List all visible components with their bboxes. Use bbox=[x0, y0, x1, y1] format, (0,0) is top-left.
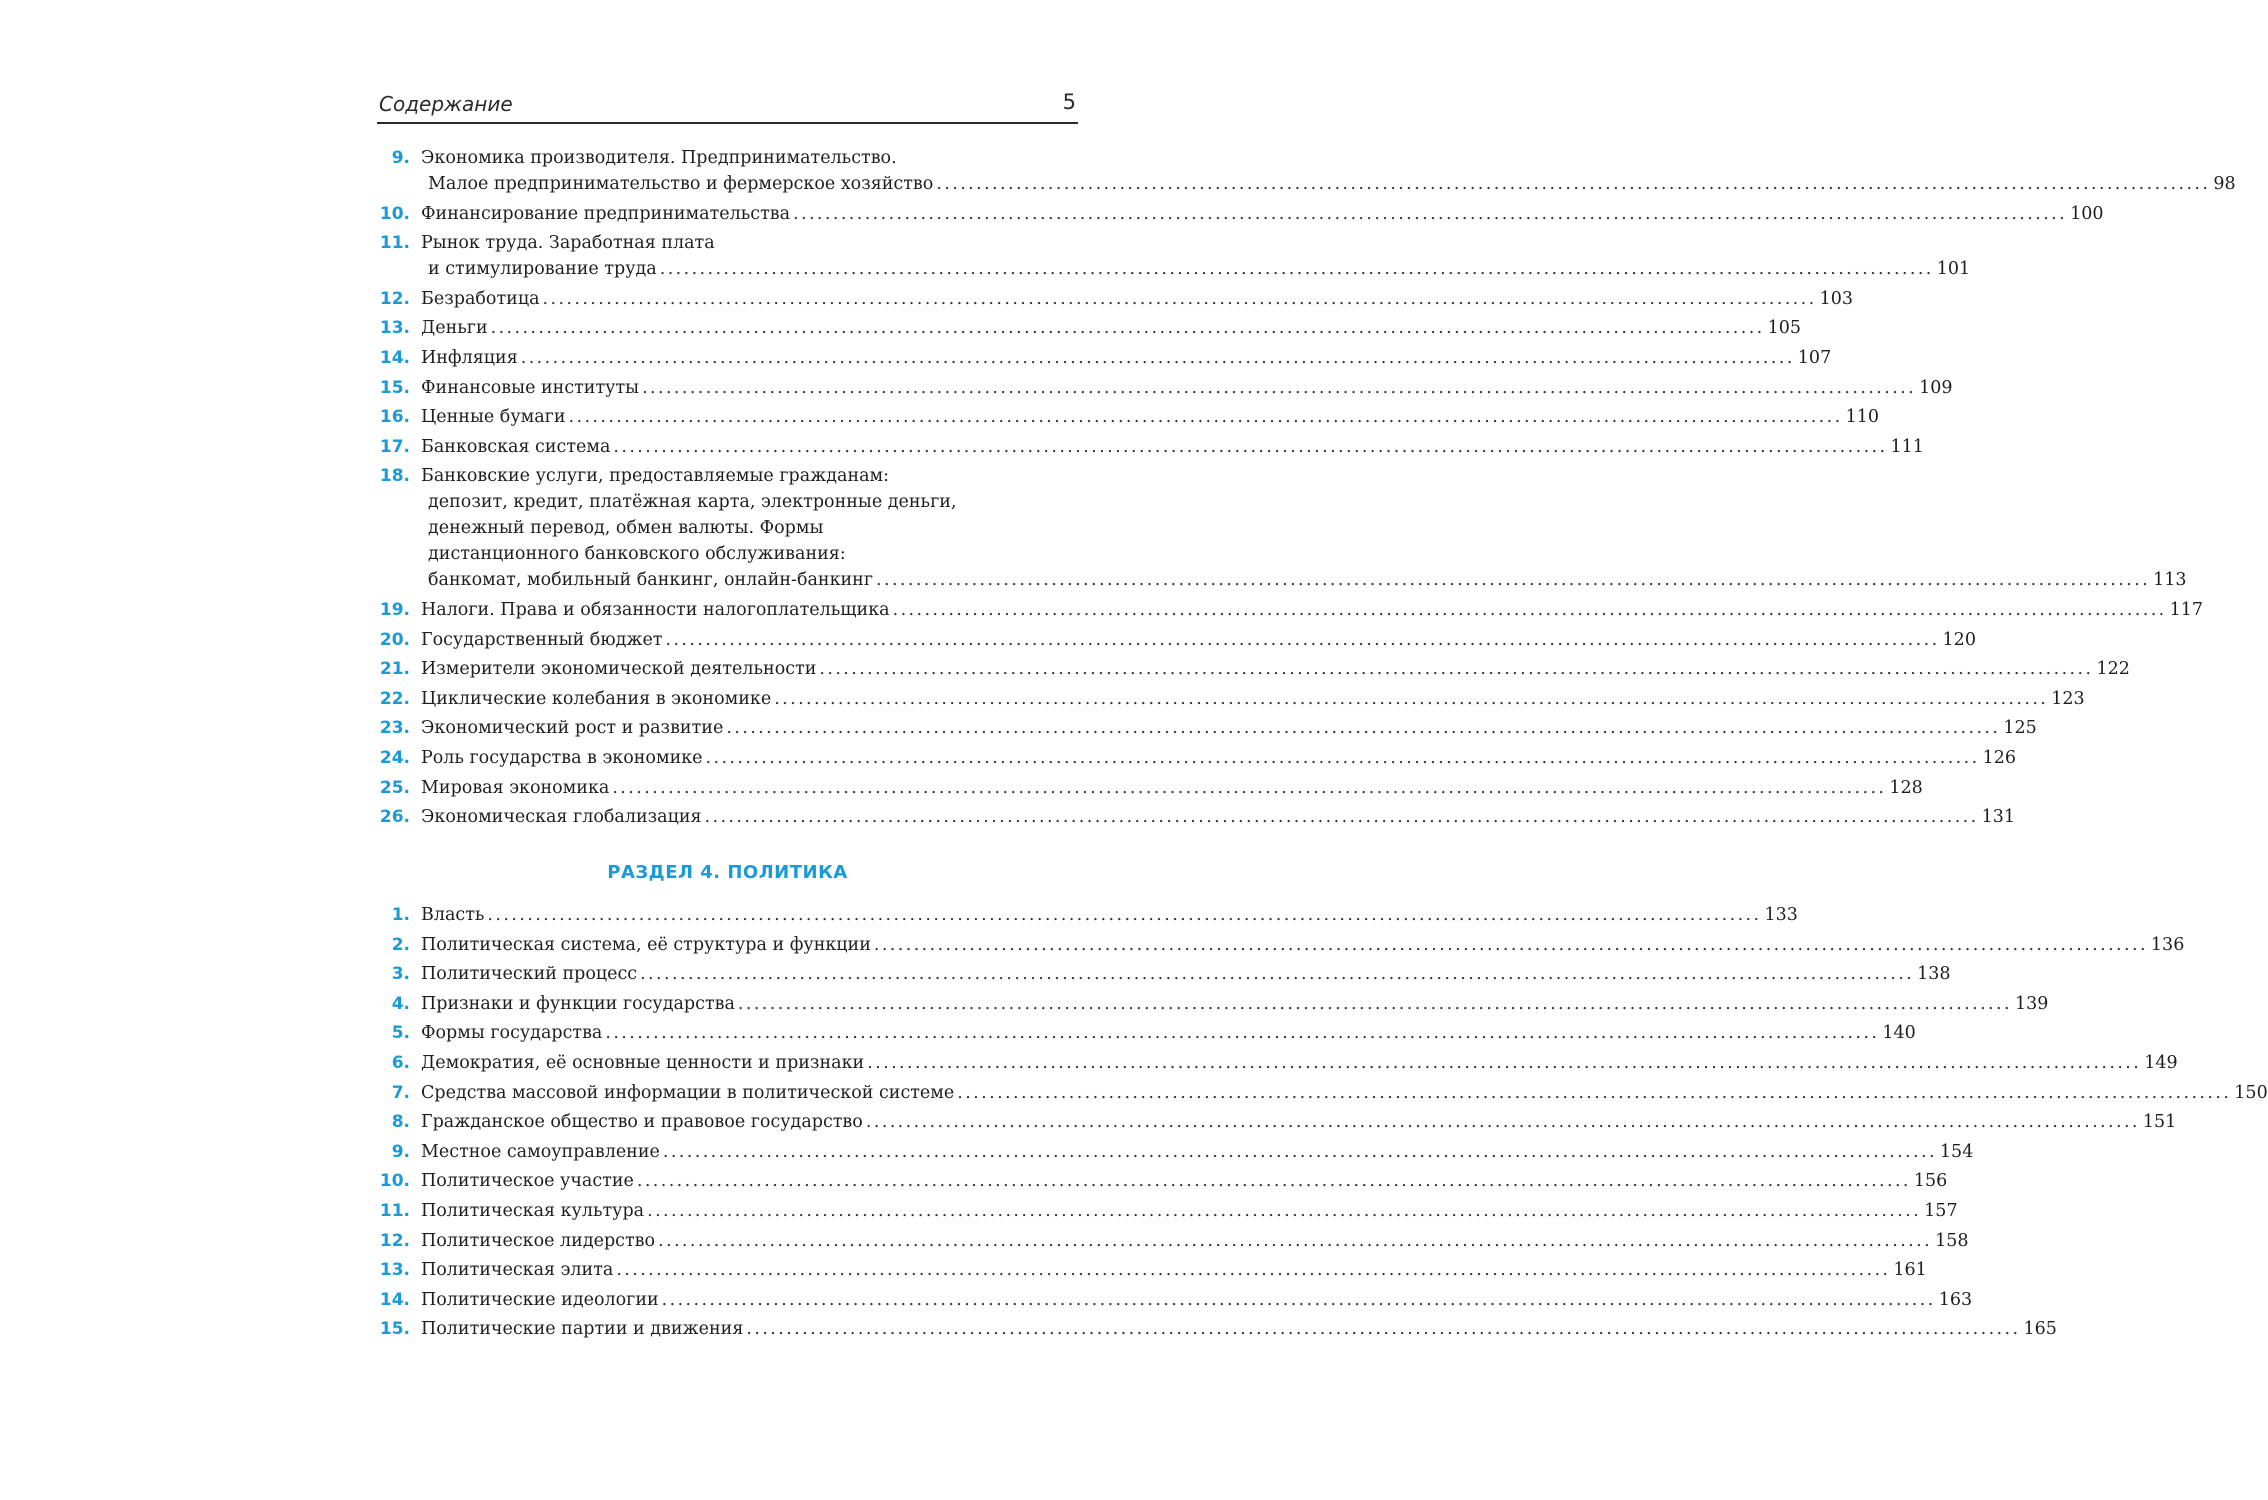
toc-entry-title: Безработица bbox=[421, 288, 540, 309]
toc-entry-number: 15. bbox=[379, 377, 410, 398]
toc-entry-page: 120 bbox=[1942, 629, 1976, 650]
toc-entry-title: Рынок труда. Заработная плата bbox=[421, 233, 715, 254]
toc-entry bbox=[377, 375, 1953, 401]
toc-entry bbox=[377, 286, 1853, 312]
toc-entry-page: 110 bbox=[1845, 407, 1879, 428]
toc-entry-line bbox=[421, 1109, 2177, 1135]
toc-entry-title: Формы государства bbox=[421, 1023, 603, 1044]
toc-entry bbox=[377, 230, 1971, 282]
toc-entry-page: 154 bbox=[1939, 1141, 1974, 1162]
toc-dot-leader: ................................................................................................................................................................ bbox=[636, 1171, 1911, 1192]
toc-entry-page: 109 bbox=[1919, 377, 1953, 398]
toc-entry-line bbox=[421, 541, 1078, 567]
toc-entry-line bbox=[421, 715, 2037, 741]
toc-entry-page: 98 bbox=[2213, 174, 2236, 194]
toc-entry bbox=[377, 1198, 1958, 1224]
toc-entry-title: Ценные бумаги bbox=[421, 407, 566, 428]
toc-entry-number: 12. bbox=[379, 288, 410, 309]
toc-entry-page: 122 bbox=[2096, 659, 2130, 680]
toc-dot-leader: ................................................................................................................................................................ bbox=[867, 1052, 2142, 1073]
toc-entry-page: 136 bbox=[2150, 934, 2185, 955]
toc-entry-line bbox=[421, 404, 1879, 430]
toc-entry-number: 9. bbox=[391, 1141, 410, 1162]
toc-entry bbox=[377, 775, 1923, 801]
toc-entry bbox=[377, 627, 1976, 653]
toc-entry-number: 6. bbox=[391, 1052, 410, 1073]
toc-entry bbox=[377, 932, 2185, 958]
toc-entry bbox=[377, 745, 2016, 771]
toc-entry bbox=[377, 1316, 2057, 1342]
toc-entry-page: 101 bbox=[1936, 259, 1971, 280]
toc-dot-leader: ................................................................................................................................................................ bbox=[662, 1141, 1937, 1162]
toc-entry bbox=[377, 991, 2049, 1017]
toc-economics-list bbox=[377, 145, 2236, 830]
toc-dot-leader: ................................................................................................................................................................ bbox=[612, 777, 1887, 798]
toc-entry-title: Мировая экономика bbox=[421, 777, 610, 798]
toc-entry-line bbox=[421, 463, 1078, 489]
toc-entry-number: 15. bbox=[379, 1319, 410, 1340]
toc-entry-line bbox=[421, 489, 1078, 515]
toc-dot-leader: ................................................................................................................................................................ bbox=[746, 1319, 2021, 1340]
toc-entry-line bbox=[421, 1257, 1927, 1283]
toc-entry-title: Политическая элита bbox=[421, 1260, 614, 1281]
toc-entry-line bbox=[421, 745, 2016, 771]
toc-entry-number: 14. bbox=[379, 347, 410, 368]
toc-entry-number: 7. bbox=[391, 1082, 410, 1103]
toc-entry-line bbox=[421, 1316, 2057, 1342]
toc-entry-line bbox=[421, 286, 1853, 312]
toc-entry-page: 133 bbox=[1764, 905, 1798, 925]
running-title: Содержание bbox=[379, 92, 513, 116]
toc-entry-page: 113 bbox=[2153, 570, 2187, 591]
toc-entry bbox=[377, 902, 1798, 928]
toc-entry-line bbox=[421, 1228, 1969, 1254]
toc-dot-leader: ................................................................................................................................................................ bbox=[640, 964, 1915, 985]
toc-entry-page: 161 bbox=[1893, 1260, 1927, 1281]
toc-entry-number: 10. bbox=[379, 203, 410, 224]
toc-dot-leader: ................................................................................................................................................................ bbox=[774, 688, 2049, 709]
toc-entry-title: Государственный бюджет bbox=[421, 629, 663, 650]
toc-entry-number: 1. bbox=[391, 905, 410, 925]
toc-entry bbox=[377, 686, 2085, 712]
toc-entry-number: 11. bbox=[379, 233, 410, 254]
toc-entry bbox=[377, 1050, 2178, 1076]
toc-dot-leader: ................................................................................................................................................................ bbox=[704, 807, 1979, 828]
toc-entry-page: 105 bbox=[1767, 318, 1802, 339]
toc-dot-leader: ................................................................................................................................................................ bbox=[658, 1230, 1933, 1251]
toc-entry-page: 100 bbox=[2070, 203, 2104, 224]
toc-entry bbox=[377, 597, 2204, 623]
page-number: 5 bbox=[1062, 90, 1076, 114]
toc-entry-title: Политическая культура bbox=[421, 1200, 645, 1221]
toc-entry-number: 13. bbox=[379, 318, 410, 339]
toc-entry-page: 103 bbox=[1819, 288, 1853, 309]
toc-entry-line bbox=[421, 515, 1078, 541]
toc-entry-title: депозит, кредит, платёжная карта, электронные деньги, bbox=[428, 492, 957, 513]
toc-entry-page: 117 bbox=[2169, 599, 2204, 620]
toc-entry-page: 131 bbox=[1981, 807, 2015, 828]
toc-dot-leader: ................................................................................................................................................................ bbox=[892, 599, 2167, 620]
toc-entry-title: Банковские услуги, предоставляемые гражданам: bbox=[421, 466, 890, 487]
toc-entry bbox=[377, 1139, 1974, 1165]
toc-entry-title: Политический процесс bbox=[421, 964, 638, 985]
toc-entry-title: Признаки и функции государства bbox=[421, 993, 735, 1014]
toc-entry-title: банкомат, мобильный банкинг, онлайн-банкинг bbox=[428, 570, 874, 591]
toc-entry bbox=[377, 315, 1802, 341]
toc-entry-number: 24. bbox=[379, 747, 410, 768]
toc-entry-number: 23. bbox=[379, 718, 410, 739]
toc-dot-leader: ................................................................................................................................................................ bbox=[793, 203, 2068, 224]
toc-entry bbox=[377, 201, 2104, 227]
toc-entry-line bbox=[421, 375, 1953, 401]
toc-entry-page: 111 bbox=[1890, 436, 1924, 457]
toc-entry-line bbox=[421, 804, 2015, 830]
toc-entry-title: Политическая система, её структура и функции bbox=[421, 934, 871, 955]
toc-entry-title: Финансирование предпринимательства bbox=[421, 203, 791, 224]
toc-entry bbox=[377, 1228, 1969, 1254]
toc-entry-page: 128 bbox=[1889, 777, 1923, 798]
page-header bbox=[377, 88, 1078, 124]
toc-dot-leader: ................................................................................................................................................................ bbox=[616, 1260, 1891, 1281]
toc-dot-leader: ................................................................................................................................................................ bbox=[873, 934, 2148, 955]
toc-entry-number: 14. bbox=[379, 1289, 410, 1310]
toc-entry-title: Малое предпринимательство и фермерское хозяйство bbox=[428, 174, 934, 194]
toc-entry-line bbox=[421, 1168, 1948, 1194]
toc-entry-line bbox=[421, 1080, 2268, 1106]
toc-entry-title: Политическое лидерство bbox=[421, 1230, 656, 1251]
toc-entry-number: 19. bbox=[379, 599, 410, 620]
toc-entry-line bbox=[421, 171, 2236, 197]
toc-entry-title: Экономика производителя. Предпринимательство. bbox=[421, 148, 897, 168]
toc-entry-number: 2. bbox=[391, 934, 410, 955]
toc-entry-line bbox=[421, 1287, 1973, 1313]
toc-entry bbox=[377, 715, 2037, 741]
toc-entry-page: 149 bbox=[2144, 1052, 2178, 1073]
toc-dot-leader: ................................................................................................................................................................ bbox=[520, 347, 1795, 368]
toc-entry-number: 21. bbox=[379, 659, 410, 680]
toc-dot-leader: ................................................................................................................................................................ bbox=[568, 407, 1843, 428]
toc-entry-line bbox=[421, 345, 1832, 371]
toc-dot-leader: ................................................................................................................................................................ bbox=[659, 259, 1934, 280]
toc-dot-leader: ................................................................................................................................................................ bbox=[642, 377, 1917, 398]
toc-entry-page: 165 bbox=[2023, 1319, 2057, 1340]
toc-entry bbox=[377, 1168, 1948, 1194]
toc-dot-leader: ................................................................................................................................................................ bbox=[665, 629, 1940, 650]
toc-entry bbox=[377, 1287, 1973, 1313]
toc-dot-leader: ................................................................................................................................................................ bbox=[605, 1023, 1880, 1044]
toc-dot-leader: ................................................................................................................................................................ bbox=[661, 1289, 1936, 1310]
toc-entry bbox=[377, 404, 1879, 430]
toc-entry-title: Политические идеологии bbox=[421, 1289, 659, 1310]
toc-entry-number: 20. bbox=[379, 629, 410, 650]
toc-entry-title: Банковская система bbox=[421, 436, 611, 457]
toc-dot-leader: ................................................................................................................................................................ bbox=[737, 993, 2012, 1014]
toc-entry-line bbox=[421, 627, 1976, 653]
toc-entry bbox=[377, 961, 1951, 987]
toc-entry-page: 157 bbox=[1924, 1200, 1958, 1221]
toc-dot-leader: ................................................................................................................................................................ bbox=[490, 318, 1765, 339]
toc-entry-title: Местное самоуправление bbox=[421, 1141, 660, 1162]
toc-entry-line bbox=[421, 932, 2185, 958]
toc-dot-leader: ................................................................................................................................................................ bbox=[819, 659, 2094, 680]
toc-entry-title: Политические партии и движения bbox=[421, 1319, 744, 1340]
toc-entry-number: 12. bbox=[379, 1230, 410, 1251]
toc-entry-line bbox=[421, 1198, 1958, 1224]
toc-entry-line bbox=[421, 1139, 1974, 1165]
toc-entry-number: 26. bbox=[379, 807, 410, 828]
toc-entry-line bbox=[421, 686, 2085, 712]
toc-entry-number: 11. bbox=[379, 1200, 410, 1221]
toc-entry-line bbox=[421, 656, 2130, 682]
toc-entry-title: Средства массовой информации в политической системе bbox=[421, 1082, 955, 1103]
toc-entry-title: Финансовые институты bbox=[421, 377, 640, 398]
section-heading: РАЗДЕЛ 4. ПОЛИТИКА bbox=[607, 862, 848, 883]
toc-entry-page: 163 bbox=[1938, 1289, 1973, 1310]
toc-entry bbox=[377, 434, 1924, 460]
toc-entry-title: Экономическая глобализация bbox=[421, 807, 702, 828]
toc-entry-page: 125 bbox=[2003, 718, 2037, 739]
toc-entry bbox=[377, 656, 2130, 682]
toc-entry-line bbox=[421, 1020, 1916, 1046]
toc-entry bbox=[377, 1257, 1927, 1283]
toc-entry-line bbox=[421, 961, 1951, 987]
toc-entry-number: 25. bbox=[379, 777, 410, 798]
toc-entry-title: денежный перевод, обмен валюты. Формы bbox=[428, 518, 824, 539]
toc-entry-number: 5. bbox=[391, 1023, 410, 1044]
toc-entry-line bbox=[421, 434, 1924, 460]
toc-entry-number: 9. bbox=[391, 148, 410, 168]
toc-politics-list bbox=[377, 902, 2268, 1342]
toc-entry-title: Власть bbox=[421, 905, 485, 925]
toc-entry-number: 4. bbox=[391, 993, 410, 1014]
toc-entry bbox=[377, 804, 2015, 830]
toc-entry-page: 126 bbox=[1982, 747, 2016, 768]
toc-entry-title: Налоги. Права и обязанности налогоплательщика bbox=[421, 599, 890, 620]
toc-entry-title: Демократия, её основные ценности и признаки bbox=[421, 1052, 865, 1073]
toc-entry-line bbox=[421, 775, 1923, 801]
toc-entry bbox=[377, 145, 2236, 197]
toc-dot-leader: ................................................................................................................................................................ bbox=[726, 718, 2001, 739]
toc-entry-page: 158 bbox=[1935, 1230, 1969, 1251]
toc-entry-line bbox=[421, 201, 2104, 227]
toc-entry-line bbox=[421, 597, 2204, 623]
toc-entry-title: дистанционного банковского обслуживания: bbox=[428, 544, 846, 565]
toc-entry-title: Политическое участие bbox=[421, 1171, 634, 1192]
toc-entry-title: Деньги bbox=[421, 318, 488, 339]
toc-entry-number: 18. bbox=[379, 466, 410, 487]
toc-entry-line bbox=[421, 145, 1078, 171]
toc-entry-number: 22. bbox=[379, 688, 410, 709]
toc-entry-title: Измерители экономической деятельности bbox=[421, 659, 817, 680]
toc-entry bbox=[377, 1020, 1916, 1046]
toc-entry-title: Экономический рост и развитие bbox=[421, 718, 724, 739]
toc-entry-page: 139 bbox=[2014, 993, 2049, 1014]
toc-entry-line bbox=[421, 230, 1078, 256]
toc-entry-title: Циклические колебания в экономике bbox=[421, 688, 772, 709]
toc-entry-title: Роль государства в экономике bbox=[421, 747, 703, 768]
toc-entry-number: 13. bbox=[379, 1260, 410, 1281]
toc-entry-number: 17. bbox=[379, 436, 410, 457]
toc-entry-number: 16. bbox=[379, 407, 410, 428]
toc-entry-page: 107 bbox=[1797, 347, 1832, 368]
toc-entry-page: 138 bbox=[1917, 964, 1951, 985]
toc-dot-leader: ................................................................................................................................................................ bbox=[613, 436, 1888, 457]
toc-entry-title: Гражданское общество и правовое государство bbox=[421, 1112, 863, 1133]
toc-entry-title: и стимулирование труда bbox=[428, 259, 657, 280]
toc-entry-page: 123 bbox=[2051, 688, 2085, 709]
toc-entry-page: 140 bbox=[1882, 1023, 1916, 1044]
toc-entry-page: 150 bbox=[2234, 1082, 2268, 1103]
toc-entry-number: 10. bbox=[379, 1171, 410, 1192]
toc-entry-line bbox=[421, 256, 1971, 282]
toc-dot-leader: ................................................................................................................................................................ bbox=[936, 174, 2211, 194]
toc-entry-title: Инфляция bbox=[421, 347, 518, 368]
toc-entry-line bbox=[421, 1050, 2178, 1076]
toc-entry-number: 8. bbox=[391, 1112, 410, 1133]
toc-entry-number: 3. bbox=[391, 964, 410, 985]
toc-dot-leader: ................................................................................................................................................................ bbox=[957, 1082, 2232, 1103]
toc-dot-leader: ................................................................................................................................................................ bbox=[705, 747, 1980, 768]
toc-dot-leader: ................................................................................................................................................................ bbox=[876, 570, 2151, 591]
toc-entry-line bbox=[421, 991, 2049, 1017]
toc-dot-leader: ................................................................................................................................................................ bbox=[542, 288, 1817, 309]
toc-entry-line bbox=[421, 567, 2187, 593]
toc-entry bbox=[377, 463, 2187, 593]
toc-entry-page: 156 bbox=[1913, 1171, 1948, 1192]
toc-dot-leader: ................................................................................................................................................................ bbox=[865, 1112, 2140, 1133]
toc-entry bbox=[377, 345, 1832, 371]
toc-entry-line bbox=[421, 315, 1802, 341]
toc-entry bbox=[377, 1109, 2177, 1135]
toc-entry bbox=[377, 1080, 2268, 1106]
toc-entry-line bbox=[421, 902, 1798, 928]
toc-dot-leader: ................................................................................................................................................................ bbox=[647, 1200, 1922, 1221]
toc-entry-page: 151 bbox=[2142, 1112, 2177, 1133]
toc-dot-leader: ................................................................................................................................................................ bbox=[487, 905, 1762, 925]
